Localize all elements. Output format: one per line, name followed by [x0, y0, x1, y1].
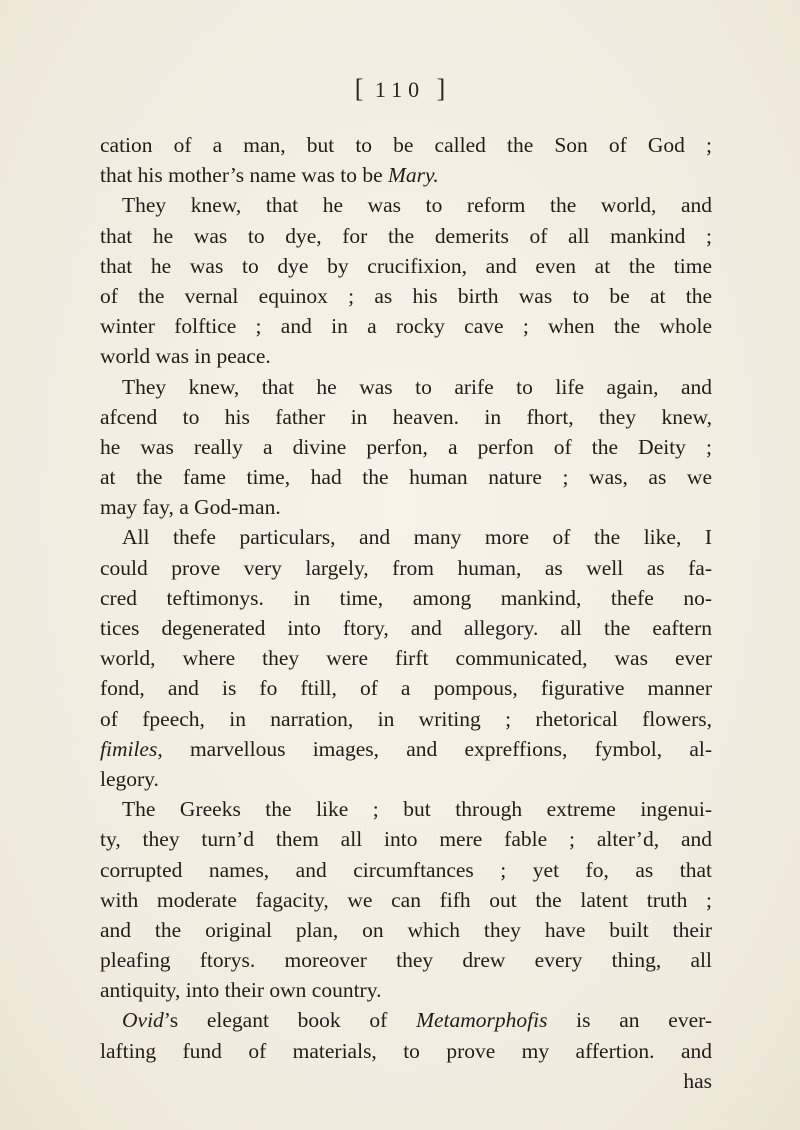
header-bracket-close: ]	[436, 74, 446, 103]
text-line	[100, 311, 712, 341]
body-text	[100, 130, 712, 1096]
line-text: that he was to dye, for the demerits of all mankind ;	[100, 223, 712, 248]
text-line	[100, 643, 712, 673]
line-text: afcend to his father in heaven. in fhort, they knew,	[100, 404, 712, 429]
line-text: he was really a divine perfon, a perfon of the Deity ;	[100, 434, 712, 459]
text-line	[100, 341, 712, 371]
line-text: world, where they were firft communicated, was ever	[100, 646, 712, 671]
text-line	[100, 221, 712, 251]
text-line	[100, 160, 712, 190]
line-text: at the fame time, had the human nature ; was, as we	[100, 465, 712, 490]
line-text: antiquity, into their own country.	[100, 978, 382, 1003]
text-line	[100, 945, 712, 975]
text-line	[100, 251, 712, 281]
line-text: corrupted names, and circumftances ; yet fo, as that	[100, 857, 712, 882]
text-line	[100, 613, 712, 643]
page-header	[0, 74, 800, 104]
line-text: pleafing ftorys. moreover they drew every thing, all	[100, 948, 712, 973]
line-text: , marvellous images, and expreffions, fymbol, al-	[157, 736, 712, 761]
text-line	[100, 855, 712, 885]
text-line	[100, 1036, 712, 1066]
line-text: world was in peace.	[100, 344, 271, 369]
line-text: fond, and is fo ftill, of a pompous, figurative manner	[100, 676, 712, 701]
line-text: that he was to dye by crucifixion, and even at the time	[100, 253, 712, 278]
text-line	[100, 522, 712, 552]
text-line	[100, 130, 712, 160]
italic-text: Mary.	[388, 163, 439, 188]
text-line	[100, 975, 712, 1005]
line-text: has	[683, 1068, 712, 1093]
line-text: legory.	[100, 766, 159, 791]
page-number: 110	[374, 77, 426, 102]
text-line	[100, 553, 712, 583]
line-text: with moderate fagacity, we can fifh out the latent truth ;	[100, 887, 712, 912]
text-line	[100, 1005, 712, 1035]
line-text: could prove very largely, from human, as well as fa-	[100, 555, 712, 580]
text-line	[100, 402, 712, 432]
header-bracket-open: [	[354, 74, 364, 103]
text-line	[100, 1066, 712, 1096]
text-line	[100, 372, 712, 402]
text-line	[100, 885, 712, 915]
line-text: cation of a man, but to be called the Son of God ;	[100, 133, 712, 157]
text-line	[100, 794, 712, 824]
line-text: ’s elegant book of	[163, 1008, 417, 1033]
line-text: They knew, that he was to arife to life again, and	[122, 374, 712, 399]
text-line	[100, 492, 712, 522]
line-text: lafting fund of materials, to prove my affertion. and	[100, 1038, 712, 1063]
italic-text: Ovid	[122, 1008, 164, 1033]
text-line	[100, 704, 712, 734]
text-line	[100, 462, 712, 492]
italic-text: Metamorphofis	[416, 1008, 548, 1033]
text-line	[100, 432, 712, 462]
line-text: All thefe particulars, and many more of the like, I	[122, 525, 712, 550]
text-line	[100, 583, 712, 613]
line-text: of the vernal equinox ; as his birth was to be at the	[100, 283, 712, 308]
line-text: may fay, a God-man.	[100, 495, 281, 520]
line-text: of fpeech, in narration, in writing ; rhetorical flowers,	[100, 706, 712, 731]
text-line	[100, 824, 712, 854]
text-line	[100, 281, 712, 311]
line-text: and the original plan, on which they have built their	[100, 917, 712, 942]
text-line	[100, 673, 712, 703]
line-text: They knew, that he was to reform the world, and	[122, 193, 712, 218]
line-text: tices degenerated into ftory, and allegory. all the eaftern	[100, 616, 712, 640]
line-text: ty, they turn’d them all into mere fable ; alter’d, and	[100, 827, 712, 852]
text-line	[100, 190, 712, 220]
line-text: cred teftimonys. in time, among mankind, thefe no-	[100, 585, 712, 610]
line-text: The Greeks the like ; but through extreme ingenui-	[122, 797, 712, 822]
line-text: is an ever-	[547, 1008, 713, 1033]
text-line	[100, 734, 712, 764]
text-line	[100, 764, 712, 794]
italic-text: fimiles	[100, 736, 158, 761]
line-text: winter folftice ; and in a rocky cave ; when the whole	[100, 314, 712, 339]
text-line	[100, 915, 712, 945]
line-text: that his mother’s name was to be	[100, 163, 389, 188]
